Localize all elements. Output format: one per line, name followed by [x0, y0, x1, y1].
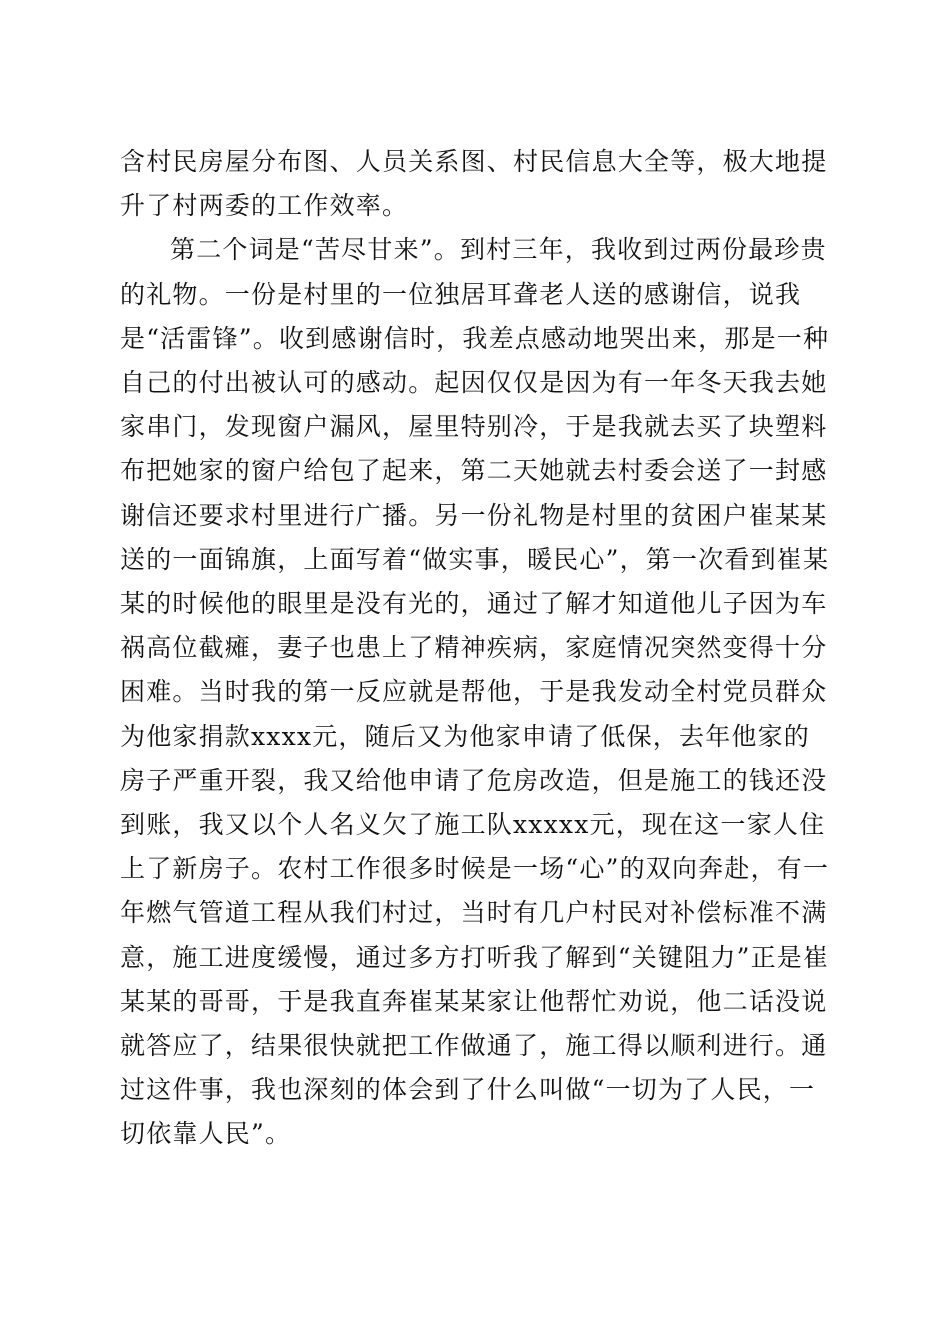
paragraph-continuation: 含村民房屋分布图、人员关系图、村民信息大全等，极大地提升了村两委的工作效率。 — [120, 147, 828, 221]
paragraph-second-word: 第二个词是“苦尽甘来”。到村三年，我收到过两份最珍贵的礼物。一份是村里的一位独居耳聋老人送的感谢信，说我是“活雷锋”。收到感谢信时，我差点感动地哭出来，那是一种自己的付出被认可的感动。起因仅仅是因为有一年冬天我去她家串门，发现窗户漏风，屋里特别冷，于是我就去买了块塑料布把她家的窗户给包了起来，第二天她就去村委会送了一封感谢信还要求村里进行广播。另一份礼物是村里的贫困户崔某某送的一面锦旗，上面写着“做实事，暖民心”，第一次看到崔某某的时候他的眼里是没有光的，通过了解才知道他儿子因为车祸高位截瘫，妻子也患上了精神疾病，家庭情况突然变得十分困难。当时我的第一反应就是帮他，于是我发动全村党员群众为他家捐款xxxx元，随后又为他家申请了低保，去年他家的房子严重开裂，我又给他申请了危房改造，但是施工的钱还没到账，我又以个人名义欠了施工队xxxxx元，现在这一家人住上了新房子。农村工作很多时候是一场“心”的双向奔赴，有一年燃气管道工程从我们村过，当时有几户村民对补偿标准不满意，施工进度缓慢，通过多方打听我了解到“关键阻力”正是崔某某的哥哥，于是我直奔崔某某家让他帮忙劝说，他二话没说就答应了，结果很快就把工作做通了，施工得以顺利进行。通过这件事，我也深刻的体会到了什么叫做“一切为了人民，一切依靠人民”。 — [120, 235, 830, 1149]
document-body — [120, 140, 830, 1157]
